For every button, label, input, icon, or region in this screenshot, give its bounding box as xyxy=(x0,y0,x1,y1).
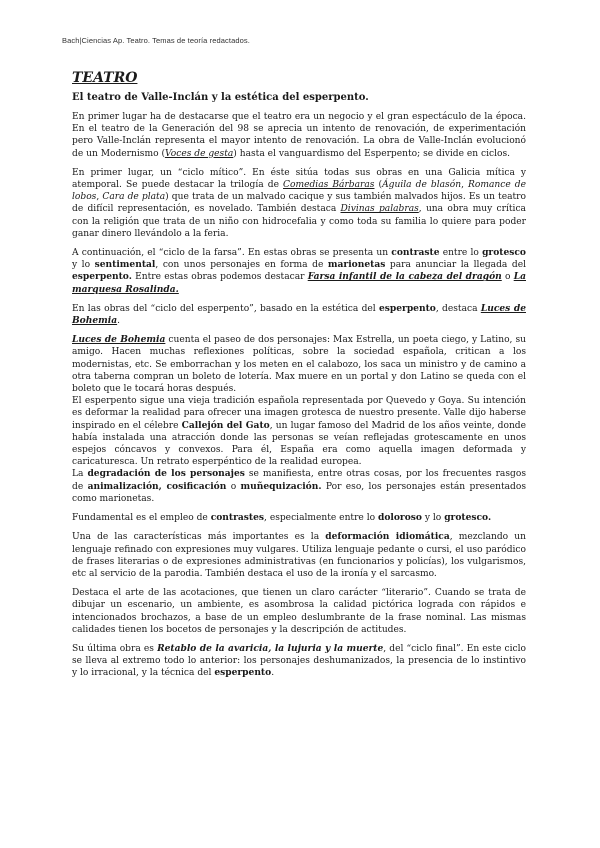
paragraph-luces-resumen xyxy=(72,334,526,395)
keyword: grotesco xyxy=(482,247,526,259)
keyword: esperpento xyxy=(214,667,272,679)
keyword: marionetas xyxy=(327,259,386,271)
page-title: TEATRO xyxy=(72,70,138,86)
keyword: esperpento xyxy=(378,302,436,314)
work-title-divinas-palabras: Divinas palabras xyxy=(340,204,419,215)
keyword: contrastes xyxy=(210,512,265,524)
text-run: o xyxy=(226,481,241,492)
text-run: o xyxy=(501,272,514,283)
text-run: En primer lugar, un “ciclo mítico”. En éste sitúa todas sus obras en una Galicia mítica y atemporal. Se puede destacar la trilogía de xyxy=(72,167,526,191)
work-title-luces-de-bohemia: Luces de Bohemia xyxy=(72,302,526,327)
text-run: , xyxy=(96,192,103,203)
work-title-marquesa-rosalinda: La marquesa Rosalinda. xyxy=(72,271,526,295)
text-run: , xyxy=(461,180,469,191)
section-subtitle: El teatro de Valle-Inclán y la estética del esperpento. xyxy=(72,92,369,103)
text-run: , mezclando un lenguaje refinado con expresiones muy vulgares. Utiliza lenguaje pedante o cursi, el uso paródico de frases literarias o de expresiones administrativas (en funcionarios y policías), los vulgarismos, etc al servicio de la parodia. También destaca el uso de la ironía y el sarcasmo. xyxy=(72,532,526,579)
text-run: A continuación, el “ciclo de la farsa”. En estas obras se presenta un xyxy=(72,248,392,259)
text-run: entre lo xyxy=(439,248,483,259)
text-run: , un lugar famoso del Madrid de los años veinte, donde había instalada una atracción donde las personas se veían reflejadas grotescamente en unos espejos cóncavos y convexos. Para él, España era como aquella imagen deformada y caricaturesca. Un retrato esperpéntico de la realidad europea. xyxy=(72,420,527,468)
document-body xyxy=(72,70,526,687)
work-title-romance: Romance de lobos xyxy=(72,180,526,203)
text-run: ) que trata de un malvado cacique y sus también malvados hijos. Es un teatro de difícil representación, es novelado. También destaca xyxy=(72,192,526,215)
work-title-aguila: Águila de blasón xyxy=(382,180,462,191)
text-run: , con unos personajes en forma de xyxy=(155,260,328,271)
paragraph-contrastes xyxy=(72,512,526,524)
text-run: Una de las características más importantes es la xyxy=(72,532,326,543)
text-run: La xyxy=(72,469,88,480)
text-run: Su última obra es xyxy=(72,643,158,654)
text-run: y lo xyxy=(72,260,95,271)
keyword: sentimental xyxy=(94,259,156,271)
paragraph-deformacion xyxy=(72,531,526,580)
keyword: animalización, cosificación xyxy=(87,480,227,492)
text-run: . xyxy=(271,668,275,679)
text-run: , destaca xyxy=(435,303,481,314)
paragraph-degradacion xyxy=(72,468,526,505)
text-run: El esperpento sigue una vieja tradición española representada por Quevedo y Goya. Su intención es deformar la realidad para ofrecer una imagen grotesca de nuestro presente. Valle dijo haberse inspirado en el célebre xyxy=(72,396,526,431)
text-run: Por eso, los personajes están presentados como marionetas. xyxy=(72,481,526,504)
text-run: En primer lugar ha de destacarse que el teatro era un negocio y el gran espectáculo de la época. En el teatro de la Generación del 98 se aprecia un intento de renovación, de experimentación pero Valle-Inclán representa el mayor intento de renovación. La obra de Valle-Inclán evolucionó de un Modernismo ( xyxy=(72,112,526,159)
keyword: muñequización. xyxy=(240,480,322,492)
paragraph-acotaciones: Destaca el arte de las acotaciones, que tienen un claro carácter “literario”. Cuando se trata de dibujar un escenario, un ambiente, es asombrosa la calidad pictórica lograda con rápidos e intencionados brochazos, a base de un empleo deslumbrante de la frase nominal. Las mismas calidades tienen los bocetos de personajes y la descripción de actitudes. xyxy=(72,588,526,635)
work-title-comedias-barbaras: Comedias Bárbaras xyxy=(283,180,375,191)
text-run: ( xyxy=(374,180,383,191)
paragraph-ciclo-farsa xyxy=(72,247,526,296)
paragraph-intro xyxy=(72,111,526,160)
text-run: y lo xyxy=(421,513,445,524)
text-run: , una obra muy crítica con la religión que trata de un niño con hidrocefalia y como toda su familia lo quiere para poder ganar dinero llevándolo a la feria. xyxy=(72,204,526,239)
keyword: contraste xyxy=(391,247,440,259)
running-header: Bach|Ciencias Ap. Teatro. Temas de teoría redactados. xyxy=(62,36,250,45)
text-run: , especialmente entre lo xyxy=(264,513,378,524)
work-title-retablo: Retablo de la avaricia, la lujuria y la muerte xyxy=(157,642,384,654)
paragraph-ultima-obra xyxy=(72,643,526,680)
work-title-voces-de-gesta: Voces de gesta xyxy=(165,148,234,159)
paragraph-ciclo-esperpento xyxy=(72,303,526,327)
paragraph-tradicion xyxy=(72,395,526,468)
text-run: para anunciar la llegada del xyxy=(385,260,526,271)
text-run: En las obras del “ciclo del esperpento”, basado en la estética del xyxy=(72,303,379,314)
keyword: esperpento. xyxy=(72,271,132,283)
keyword: deformación idiomática xyxy=(325,531,450,543)
keyword: doloroso xyxy=(377,512,422,524)
text-run: ) hasta el vanguardismo del Esperpento; se divide en ciclos. xyxy=(233,148,511,159)
text-run: se manifiesta, entre otras cosas, por los frecuentes rasgos de xyxy=(72,469,526,492)
work-title-luces-de-bohemia: Luces de Bohemia xyxy=(72,334,166,346)
text-run: Entre estas obras podemos destacar xyxy=(131,272,308,283)
text-run: . xyxy=(117,316,121,327)
text-run: Fundamental es el empleo de xyxy=(72,513,211,524)
keyword: Callejón del Gato xyxy=(181,419,270,431)
text-run: , del “ciclo final”. En este ciclo se lleva al extremo todo lo anterior: los personajes deshumanizados, la presencia de lo instintivo y lo irracional, y la técnica del xyxy=(72,643,526,679)
paragraph-ciclo-mitico xyxy=(72,167,526,240)
keyword: degradación de los personajes xyxy=(87,468,245,480)
work-title-farsa-infantil: Farsa infantil de la cabeza del dragón xyxy=(307,271,502,283)
work-title-cara: Cara de plata xyxy=(102,192,166,203)
keyword: grotesco. xyxy=(444,512,492,524)
text-run: cuenta el paseo de dos personajes: Max Estrella, un poeta ciego, y Latino, su amigo. Hacen muchas reflexiones políticas, sobre la sociedad española, critican a los modernistas, etc. Se emborrachan y los meten en el calabozo, los saca un ministro y de camino a otra taberna compran un boleto de lotería. Max muere en un portal y don Latino se queda con el boleto que le tocará horas después. xyxy=(72,335,526,395)
